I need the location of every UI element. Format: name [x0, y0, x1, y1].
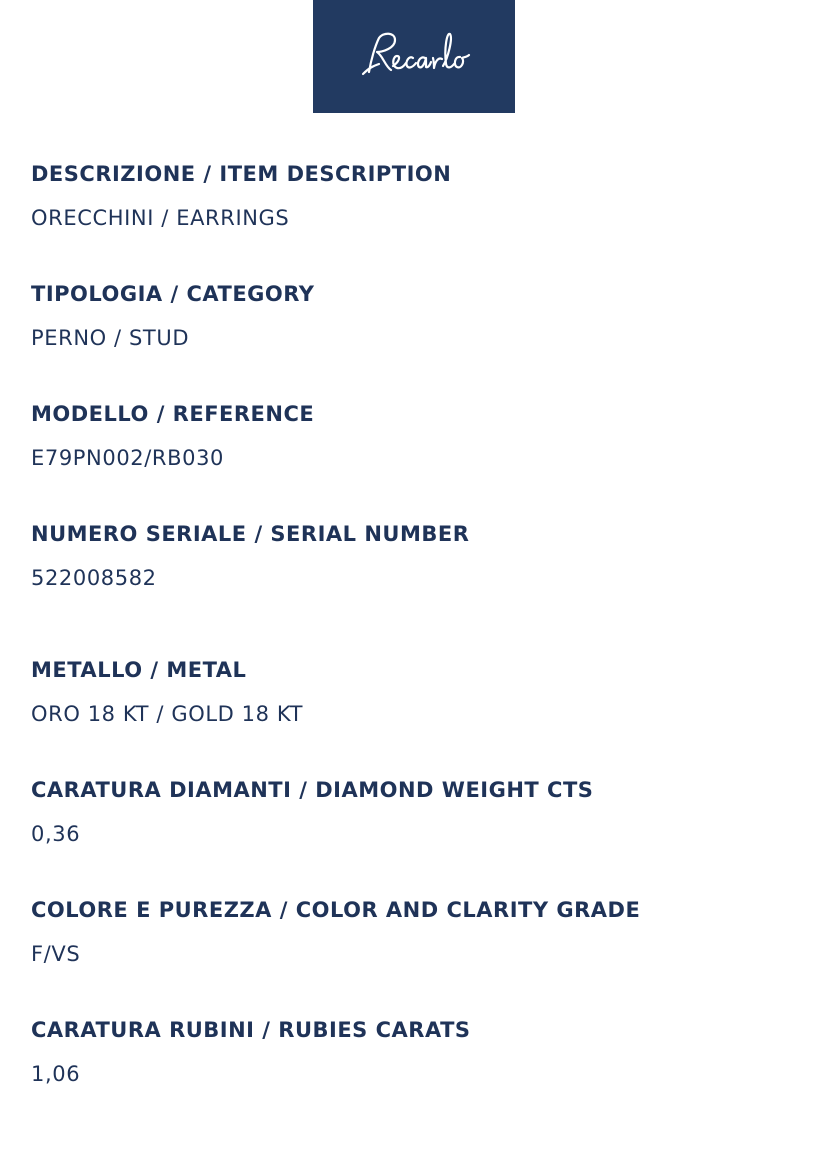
field-label: DESCRIZIONE / ITEM DESCRIPTION — [31, 162, 452, 186]
field-reference — [31, 401, 811, 471]
field-label: CARATURA RUBINI / RUBIES CARATS — [31, 1018, 471, 1042]
field-value: ORECCHINI / EARRINGS — [31, 206, 290, 230]
field-label: METALLO / METAL — [31, 658, 247, 682]
field-value: F/VS — [31, 942, 81, 966]
field-label: MODELLO / REFERENCE — [31, 402, 315, 426]
recarlo-logo-icon — [349, 22, 479, 92]
field-value: 522008582 — [31, 566, 157, 590]
field-label: TIPOLOGIA / CATEGORY — [31, 282, 315, 306]
field-label: NUMERO SERIALE / SERIAL NUMBER — [31, 522, 470, 546]
field-label: COLORE E PUREZZA / COLOR AND CLARITY GRADE — [31, 898, 641, 922]
field-diamond-weight — [31, 777, 811, 847]
field-value: 1,06 — [31, 1062, 81, 1086]
field-label: CARATURA DIAMANTI / DIAMOND WEIGHT CTS — [31, 778, 594, 802]
field-value: 0,36 — [31, 822, 81, 846]
brand-logo — [313, 0, 515, 113]
field-rubies-carats — [31, 1017, 811, 1087]
field-color-clarity — [31, 897, 811, 967]
field-value: E79PN002/RB030 — [31, 446, 225, 470]
field-item-description — [31, 161, 811, 231]
field-category — [31, 281, 811, 351]
field-serial-number — [31, 521, 811, 591]
field-value: PERNO / STUD — [31, 326, 190, 350]
field-metal — [31, 657, 811, 727]
field-value: ORO 18 KT / GOLD 18 KT — [31, 702, 304, 726]
